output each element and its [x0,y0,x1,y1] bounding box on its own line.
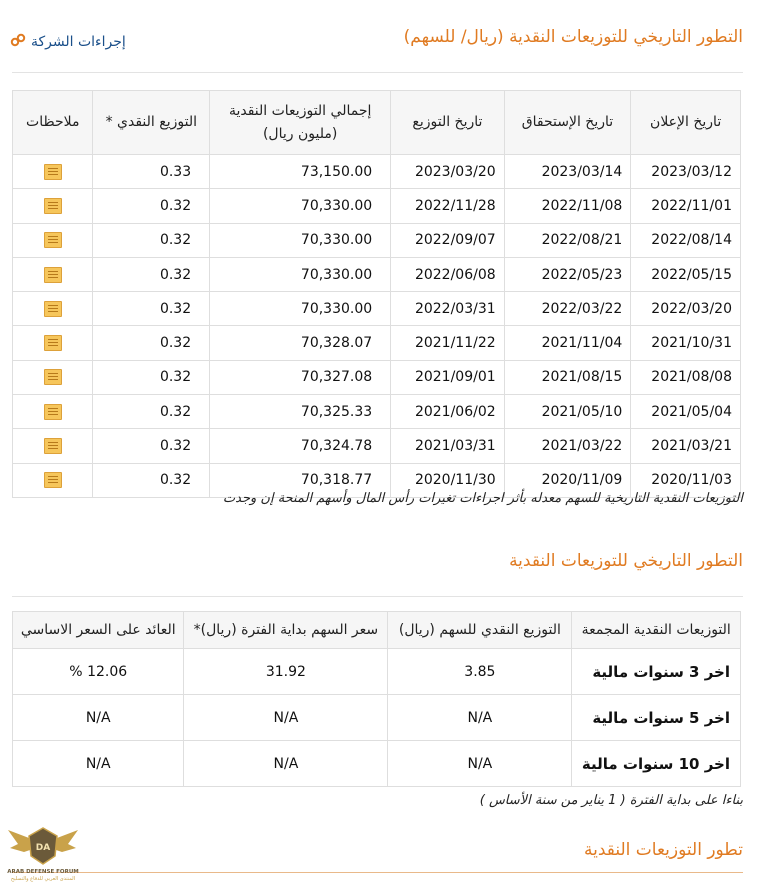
dividend-per-share-cell: N/A [388,741,572,787]
due-date-cell: 2022/03/22 [504,292,631,326]
announcement-date-cell: 2022/05/15 [631,257,741,291]
due-date-cell: 2021/11/04 [504,326,631,360]
distribution-date-cell: 2021/09/01 [391,360,504,394]
header-total-distributions: إجمالي التوزيعات النقدية (مليون ريال) [210,91,391,155]
note-icon[interactable] [44,232,62,248]
logo-line2: المنتدى العربي للدفاع والتسليح [10,876,76,882]
distribution-date-cell: 2023/03/20 [391,155,504,189]
footnote-adjusted-dividends: التوزيعات النقدية التاريخية للسهم معدله بأثر اجراءات تغيرات رأس المال وأسهم المنحة إن وجدت [222,491,743,506]
header-announcement-date: تاريخ الإعلان [631,91,741,155]
notes-cell [13,257,93,291]
table-row [13,326,741,360]
cash-dividend-cell: 0.32 [93,257,210,291]
section-title-dividend-history: التطور التاريخي للتوزيعات النقدية (ريال/ للسهم) [403,27,743,47]
total-distributions-cell: 70,318.77 [210,463,391,497]
cash-dividend-cell: 0.32 [93,292,210,326]
notes-cell [13,189,93,223]
logo-line1: ARAB DEFENSE FORUM [7,869,79,875]
notes-cell [13,360,93,394]
period-cell: اخر 3 سنوات مالية [572,649,741,695]
header-yield: العائد على السعر الاساسي [13,612,184,649]
notes-cell [13,292,93,326]
yield-cell: 12.06 % [13,649,184,695]
distribution-date-cell: 2020/11/30 [391,463,504,497]
due-date-cell: 2021/03/22 [504,429,631,463]
announcement-date-cell: 2023/03/12 [631,155,741,189]
table-row [13,189,741,223]
yield-cell: N/A [13,695,184,741]
note-icon[interactable] [44,369,62,385]
note-icon[interactable] [44,472,62,488]
total-distributions-cell: 70,328.07 [210,326,391,360]
total-distributions-cell: 73,150.00 [210,155,391,189]
announcement-date-cell: 2022/11/01 [631,189,741,223]
notes-cell [13,395,93,429]
cash-dividend-cell: 0.32 [93,429,210,463]
total-distributions-cell: 70,325.33 [210,395,391,429]
distribution-date-cell: 2021/11/22 [391,326,504,360]
cash-dividend-cell: 0.32 [93,463,210,497]
distribution-date-cell: 2022/11/28 [391,189,504,223]
note-icon[interactable] [44,301,62,317]
divider [12,872,743,873]
section-title-dividend-development: التطور التاريخي للتوزيعات النقدية [509,551,743,571]
cash-dividend-cell: 0.32 [93,189,210,223]
distribution-date-cell: 2022/09/07 [391,223,504,257]
header-distribution-date: تاريخ التوزيع [391,91,504,155]
notes-cell [13,326,93,360]
footnote-period-basis: بناءا على بداية الفترة ( 1 يناير من سنة الأساس ) [479,793,743,808]
announcement-date-cell: 2022/03/20 [631,292,741,326]
note-icon[interactable] [44,335,62,351]
total-distributions-cell: 70,330.00 [210,257,391,291]
section-title-dividend-trend: تطور التوزيعات النقدية [583,840,743,860]
yield-cell: N/A [13,741,184,787]
dividend-history-table [12,90,741,498]
header-due-date: تاريخ الإستحقاق [504,91,631,155]
table-row [13,155,741,189]
due-date-cell: 2020/11/09 [504,463,631,497]
due-date-cell: 2022/11/08 [504,189,631,223]
divider [12,72,743,73]
link-icon [10,33,26,51]
total-distributions-cell: 70,330.00 [210,292,391,326]
note-icon[interactable] [44,164,62,180]
table-row [13,741,741,787]
announcement-date-cell: 2020/11/03 [631,463,741,497]
table-row [13,395,741,429]
table-row [13,360,741,394]
header-start-price: سعر السهم بداية الفترة (ريال)* [184,612,388,649]
logo-letters: DA [35,843,51,853]
due-date-cell: 2023/03/14 [504,155,631,189]
cash-dividend-cell: 0.32 [93,326,210,360]
due-date-cell: 2022/05/23 [504,257,631,291]
distribution-date-cell: 2021/03/31 [391,429,504,463]
total-distributions-cell: 70,327.08 [210,360,391,394]
cash-dividend-cell: 0.32 [93,223,210,257]
dividend-per-share-cell: N/A [388,695,572,741]
cash-dividend-cell: 0.32 [93,395,210,429]
table-row [13,292,741,326]
total-distributions-cell: 70,324.78 [210,429,391,463]
divider [12,596,743,597]
table-header-row [13,612,741,649]
notes-cell [13,223,93,257]
total-distributions-cell: 70,330.00 [210,189,391,223]
due-date-cell: 2021/05/10 [504,395,631,429]
note-icon[interactable] [44,404,62,420]
announcement-date-cell: 2022/08/14 [631,223,741,257]
period-cell: اخر 5 سنوات مالية [572,695,741,741]
header-notes: ملاحظات [13,91,93,155]
total-distributions-cell: 70,330.00 [210,223,391,257]
notes-cell [13,155,93,189]
cumulative-dividends-table [12,611,741,787]
company-actions-label: إجراءات الشركة [31,34,126,50]
start-price-cell: N/A [184,695,388,741]
due-date-cell: 2022/08/21 [504,223,631,257]
table-row [13,223,741,257]
announcement-date-cell: 2021/03/21 [631,429,741,463]
note-icon[interactable] [44,267,62,283]
cash-dividend-cell: 0.32 [93,360,210,394]
start-price-cell: N/A [184,741,388,787]
announcement-date-cell: 2021/10/31 [631,326,741,360]
start-price-cell: 31.92 [184,649,388,695]
period-cell: اخر 10 سنوات مالية [572,741,741,787]
company-actions-link[interactable] [10,33,126,51]
announcement-date-cell: 2021/08/08 [631,360,741,394]
note-icon[interactable] [44,438,62,454]
forum-logo [4,822,82,882]
note-icon[interactable] [44,198,62,214]
cash-dividend-cell: 0.33 [93,155,210,189]
header-cash-dividend: التوزيع النقدي * [93,91,210,155]
distribution-date-cell: 2022/03/31 [391,292,504,326]
header-cumulative: التوزيعات النقدية المجمعة [572,612,741,649]
dividend-per-share-cell: 3.85 [388,649,572,695]
distribution-date-cell: 2022/06/08 [391,257,504,291]
notes-cell [13,429,93,463]
table-row [13,257,741,291]
notes-cell [13,463,93,497]
announcement-date-cell: 2021/05/04 [631,395,741,429]
due-date-cell: 2021/08/15 [504,360,631,394]
table-row [13,695,741,741]
distribution-date-cell: 2021/06/02 [391,395,504,429]
table-row [13,429,741,463]
table-row [13,649,741,695]
header-dividend-per-share: التوزيع النقدي للسهم (ريال) [388,612,572,649]
table-header-row [13,91,741,155]
